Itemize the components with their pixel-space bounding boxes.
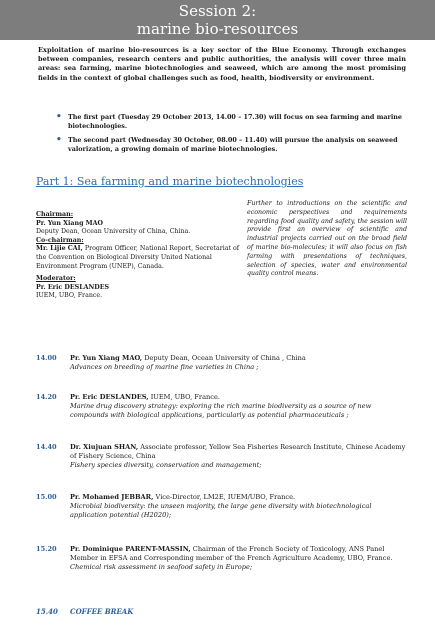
entry-affiliation: Chairman of the French Society of Toxicology, ANS Panel Member in EFSA and Corresponding member of the French Agriculture Academy, UBO, France. — [70, 545, 393, 562]
coffee-break — [36, 607, 133, 616]
entry-speaker: Pr. Mohamed JEBBAR, — [70, 493, 154, 501]
entry-affiliation: Vice-Director, LM2E, IUEM/UBO, France. — [153, 493, 296, 501]
entry-topic: Fishery species diversity, conservation and management; — [70, 460, 262, 469]
entry-speaker-line — [70, 443, 410, 461]
entry-speaker: Pr. Eric DESLANDES, — [70, 393, 149, 401]
session-number: Session 2: — [178, 2, 257, 20]
bullet-text: The first part (Tuesday 29 October 2013, 14.00 – 17.30) will focus on sea farming and marine biotechnologies. — [68, 113, 402, 130]
coffee-time: 15.40 — [36, 607, 58, 616]
chairman-name: Pr. Yun Xiang MAO — [36, 219, 104, 227]
cochairman-role: Program Officer, National Report, Secretariat of the Convention on Biological Diversity United National Environment Program (UNEP), Canada. — [36, 245, 240, 270]
entry-affiliation: IUEM, UBO, France. — [148, 393, 220, 401]
entry-speaker: Pr. Dominique PARENT-MASSIN, — [70, 545, 191, 553]
entry-speaker-line — [70, 393, 410, 402]
chairman-label: Chairman: — [36, 211, 74, 218]
entry-time: 15.00 — [36, 493, 57, 501]
session-title: marine bio-resources — [136, 20, 299, 38]
entry-topic: Marine drug discovery strategy: exploring the rich marine biodiversity as a source of new compounds with biological applications, particularly as potential pharmaceuticals ; — [70, 401, 372, 419]
bullet-icon: • — [56, 135, 62, 145]
entry-topic: Chemical risk assessment in seafood safety in Europe; — [70, 562, 253, 571]
entry-body — [70, 354, 410, 372]
chairman-role: Deputy Dean, Ocean University of China, China. — [36, 228, 191, 236]
bullet-item — [56, 113, 406, 131]
entry-speaker: Dr. Xiujuan SHAN, — [70, 443, 139, 451]
entry-body — [70, 493, 410, 520]
bullet-item — [56, 136, 406, 154]
session-description: Further to introductions on the scientific and economic perspectives and requirements regarding food quality and safety, the session will provide first an overview of scientific and industrial projects carried out on the broad field of marine bio-molecules; it will also focus on fish farming with presentations of techniques, selection of species, water and environmental quality control means. — [247, 200, 407, 278]
moderator-role: IUEM, UBO, France. — [36, 292, 103, 300]
cochairman-text — [36, 245, 241, 271]
entry-body — [70, 443, 410, 470]
entry-speaker-line — [70, 545, 410, 563]
moderator-label: Moderator: — [36, 275, 76, 283]
cochairman-name: Mr. Lijie CAI, — [36, 245, 83, 253]
bullet-text: The second part (Wednesday 30 October, 08.00 – 11.40) will pursue the analysis on seaweed valorization, a growing domain of marine biotechnologies. — [68, 136, 398, 153]
bullet-icon: • — [56, 112, 62, 122]
entry-body — [70, 393, 410, 420]
coffee-label: COFFEE BREAK — [70, 607, 134, 616]
entry-time: 14.00 — [36, 354, 57, 362]
entry-affiliation: Associate professor, Yellow Sea Fisheries Research Institute, Chinese Academy of Fishery Science, China — [70, 443, 406, 460]
entry-speaker-line — [70, 493, 410, 502]
entry-body — [70, 545, 410, 572]
entry-topic: Microbial biodiversity: the unseen majority, the large gene diversity with biotechnological application potential (H2020); — [70, 501, 372, 519]
entry-time: 14.40 — [36, 443, 57, 451]
session-header — [0, 0, 435, 40]
entry-speaker: Pr. Yun Xiang MAO, — [70, 354, 143, 362]
cochairman-label: Co-chairman: — [36, 236, 84, 244]
moderator-name: Pr. Eric DESLANDES — [36, 283, 110, 291]
chairs-column — [36, 211, 241, 301]
entry-speaker-line — [70, 354, 410, 363]
entry-topic: Advances on breeding of marine fine varieties in China ; — [70, 362, 259, 371]
entry-affiliation: Deputy Dean, Ocean University of China , China — [142, 354, 306, 362]
part-title: Part 1: Sea farming and marine biotechnologies — [36, 175, 304, 188]
bullet-list — [56, 113, 406, 159]
intro-paragraph: Exploitation of marine bio-resources is a key sector of the Blue Economy. Through exchanges between companies, research centers and public authorities, the analysis will cover three main areas: sea farming, marine biotechnologies and seaweed, which are among the most promising fields in the context of global challenges such as food, health, biodiversity or environment. — [38, 46, 406, 82]
entry-time: 14.20 — [36, 393, 57, 401]
entry-time: 15.20 — [36, 545, 57, 553]
